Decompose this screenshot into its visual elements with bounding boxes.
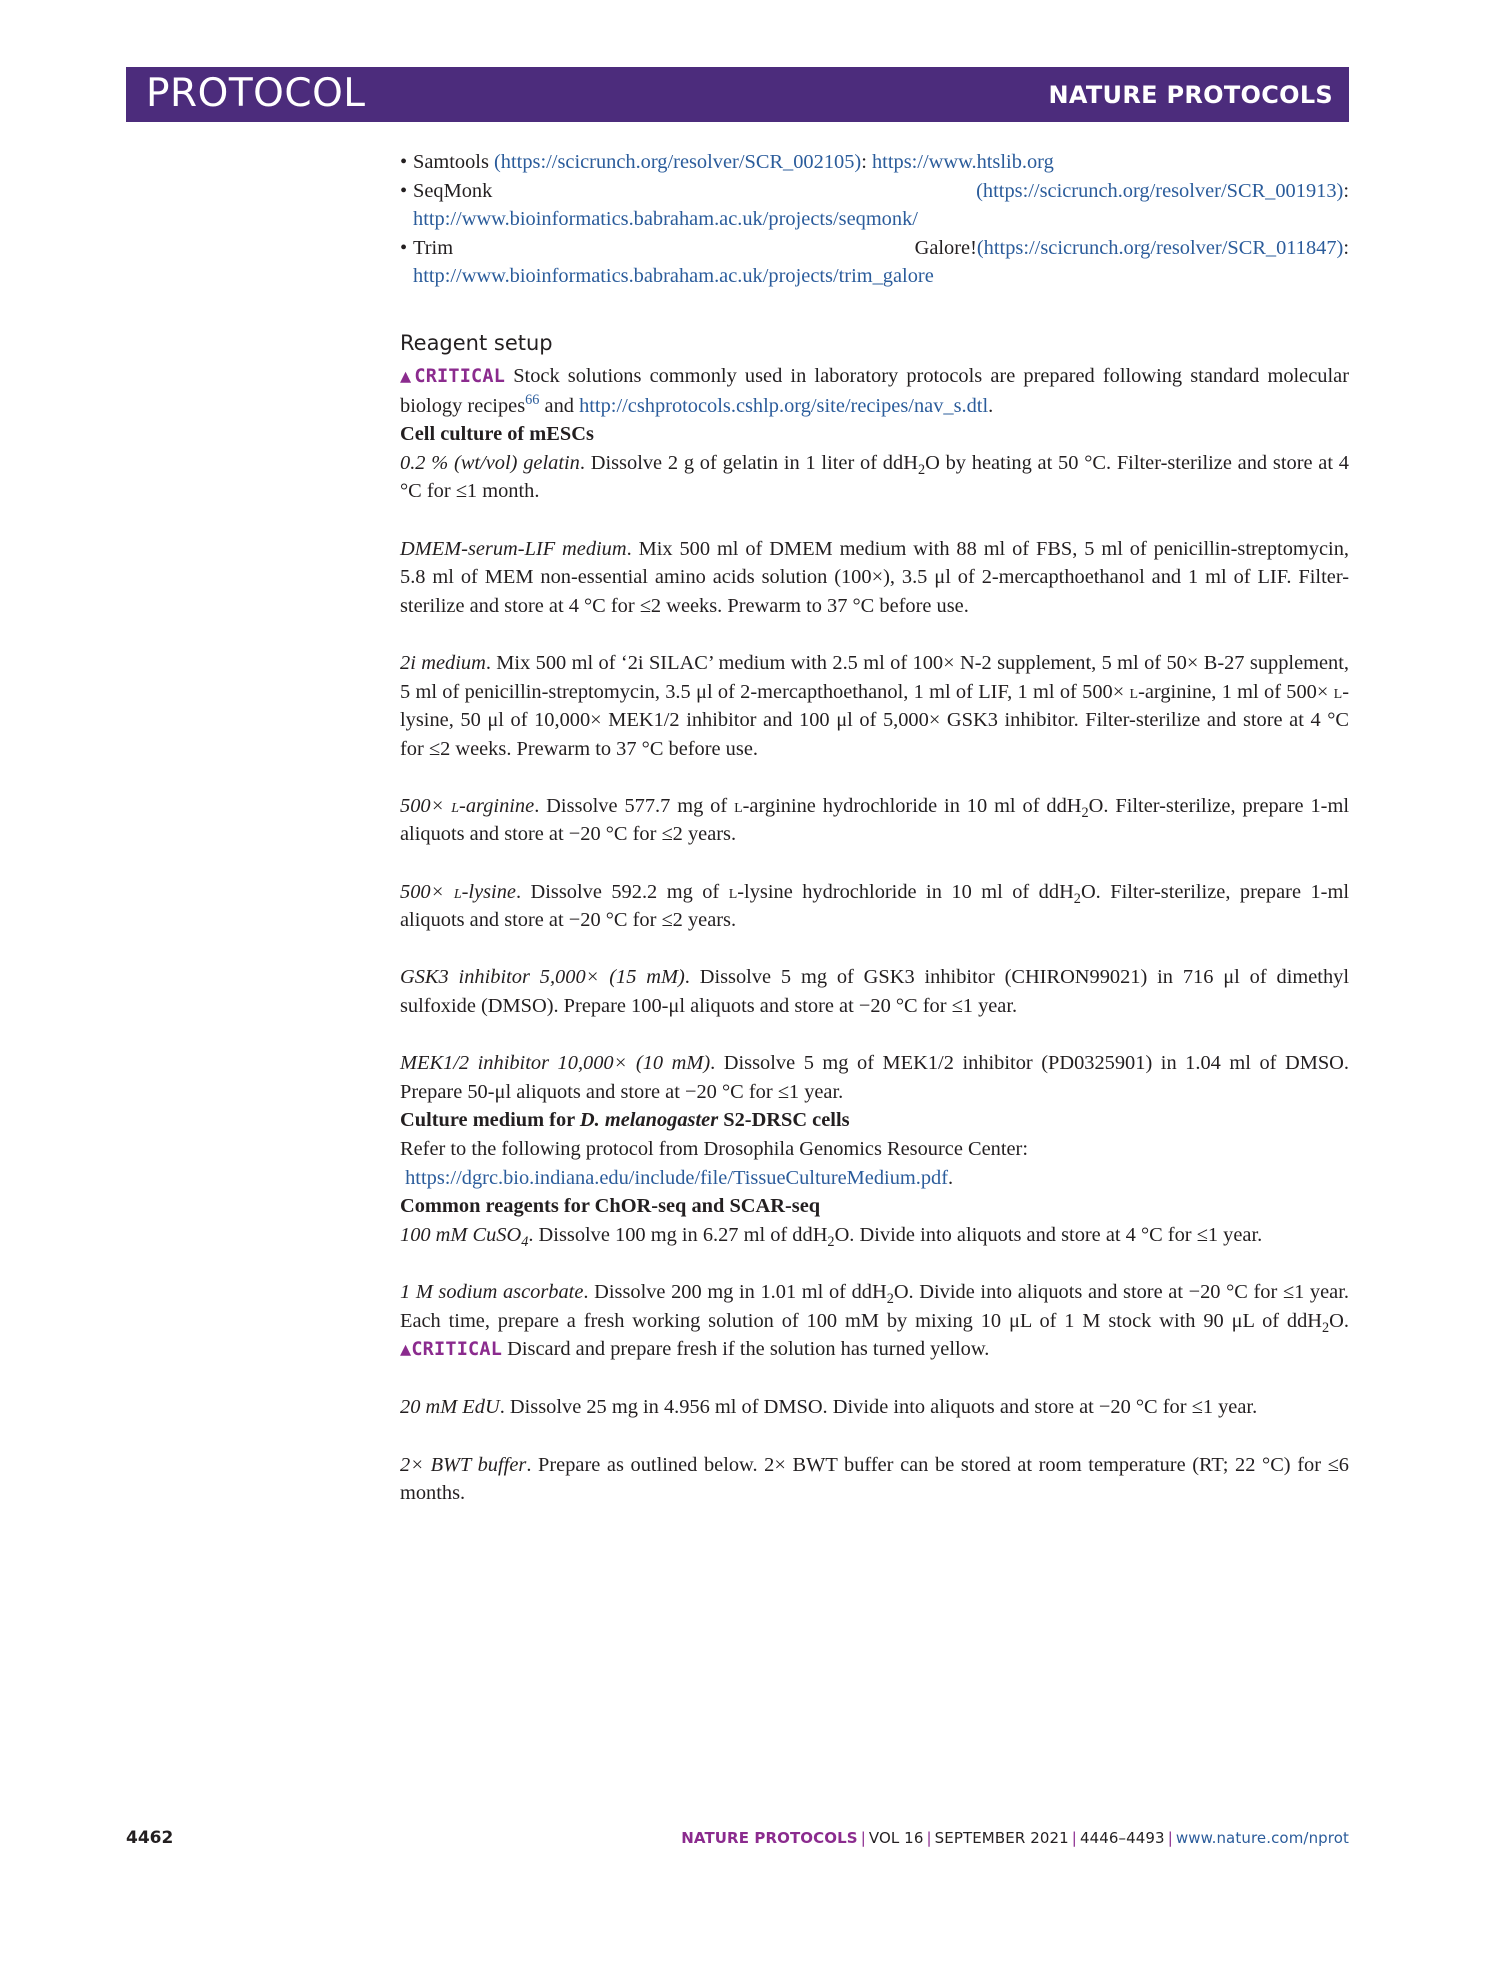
- recipe-text: . Dissolve 592.2 mg of: [515, 880, 729, 903]
- footer-separator: |: [926, 1829, 932, 1847]
- software-name: SeqMonk: [413, 179, 977, 202]
- recipes-link[interactable]: http://cshprotocols.cshlp.org/site/recipes/nav_s.dtl: [579, 394, 989, 417]
- software-name: Samtools: [413, 151, 495, 173]
- recipe-text: . Dissolve 2 g of gelatin in 1 liter of ddH: [579, 451, 918, 474]
- recipe-text: O. Divide into aliquots and store at −20 °C for ≤1 year. Each time, prepare a fresh working solution of 100 mM by mixing 10 μL of 1 M stock with 90 μL of ddH: [400, 1280, 1349, 1332]
- recipe-text: O.: [1329, 1309, 1349, 1332]
- heading-part: S2-DRSC cells: [718, 1109, 850, 1132]
- body-text: Refer to the following protocol from Drosophila Genomics Resource Center:: [400, 1138, 1028, 1160]
- recipe-arginine: [400, 792, 1349, 849]
- software-name: Trim Galore!: [413, 236, 977, 259]
- recipe-text: -arginine hydrochloride in 10 ml of ddH: [742, 794, 1082, 817]
- subscript: 2: [917, 461, 926, 478]
- small-caps: l: [451, 794, 460, 817]
- s2-culture-text: [400, 1135, 1349, 1192]
- footer-pages: 4446–4493: [1079, 1829, 1165, 1847]
- subsection-heading-common-reagents: Common reagents for ChOR-seq and SCAR-seq: [400, 1195, 821, 1218]
- recipe-dmem: [400, 535, 1349, 621]
- recipe-text: O by heating at 50 °C. Filter-sterilize and store at 4 °C for ≤1 month.: [400, 451, 1349, 503]
- bullet-icon: •: [400, 151, 408, 173]
- rrid-link[interactable]: (https://scicrunch.org/resolver/SCR_011847): [976, 236, 1344, 259]
- recipe-text: . Mix 500 ml of DMEM medium with 88 ml of FBS, 5 ml of penicillin-streptomycin, 5.8 ml of MEM non-essential amino acids solution (100×), 3.5 μl of 2-mercapthoethanol and 1 ml of LIF. Filter-sterilize and store at 4 °C for ≤2 weeks. Prewarm to 37 °C before use.: [400, 537, 1349, 617]
- critical-note: [400, 362, 1349, 420]
- subsection-heading-s2-culture: [400, 1106, 1349, 1135]
- conjunction: and: [539, 394, 580, 417]
- heading-part: Culture medium for: [400, 1109, 580, 1132]
- footer-citation: [681, 1829, 1349, 1847]
- recipe-mek: [400, 1049, 1349, 1106]
- recipe-title: [400, 795, 534, 817]
- bullet-icon: •: [400, 179, 408, 202]
- period: .: [948, 1166, 954, 1189]
- recipe-text: . Dissolve 25 mg in 4.956 ml of DMSO. Divide into aliquots and store at −20 °C for ≤1 year.: [499, 1396, 1258, 1419]
- dgrc-protocol-link[interactable]: https://dgrc.bio.indiana.edu/include/file/TissueCultureMedium.pdf: [405, 1166, 949, 1189]
- recipe-sodium-ascorbate: [400, 1278, 1349, 1365]
- section-heading-reagent-setup: Reagent setup: [400, 330, 553, 355]
- recipe-text: -lysine, 50 μl of 10,000× MEK1/2 inhibitor and 100 μl of 5,000× GSK3 inhibitor. Filter-sterilize and store at 4 °C for ≤2 weeks. Prewarm to 37 °C before use.: [400, 680, 1350, 760]
- critical-label: ▲CRITICAL: [400, 1339, 503, 1361]
- small-caps: l: [453, 880, 462, 903]
- title-part: -lysine: [461, 880, 516, 903]
- recipe-title: 20 mM EdU: [400, 1396, 500, 1419]
- subscript: 2: [886, 1291, 894, 1308]
- header-banner: [126, 67, 1349, 122]
- recipe-gsk3: [400, 963, 1349, 1020]
- title-part: -arginine: [459, 794, 535, 817]
- recipe-gelatin: [400, 449, 1349, 506]
- recipe-title: 1 M sodium ascorbate: [400, 1280, 584, 1303]
- main-content: [400, 148, 1349, 1508]
- software-item-trim-galore: [400, 234, 1349, 291]
- recipe-cuso4: [400, 1221, 1349, 1250]
- recipe-text: . Dissolve 100 mg in 6.27 ml of ddH: [528, 1223, 828, 1246]
- subsection-heading-cell-culture: Cell culture of mESCs: [400, 423, 594, 446]
- footer-journal: NATURE PROTOCOLS: [681, 1829, 858, 1847]
- footer-separator: |: [1167, 1829, 1173, 1847]
- footer-separator: |: [860, 1829, 866, 1847]
- period: .: [988, 394, 994, 417]
- small-caps: l: [1129, 680, 1139, 703]
- subscript: 2: [827, 1233, 835, 1250]
- recipe-text: . Mix 500 ml of ‘2i SILAC’ medium with 2.5 ml of 100× N-2 supplement, 5 ml of 50× B-27 supplement, 5 ml of penicillin-streptomycin, 3.5 μl of 2-mercapthoethanol, 1 ml of LIF, 1 ml of 500×: [400, 651, 1349, 703]
- footer-date: SEPTEMBER 2021: [934, 1829, 1069, 1847]
- recipe-title: MEK1/2 inhibitor 10,000× (10 mM): [400, 1052, 711, 1075]
- small-caps: l: [728, 880, 738, 903]
- recipe-title: GSK3 inhibitor 5,000× (15 mM): [400, 966, 685, 989]
- journal-url-link[interactable]: www.nature.com/nprot: [1175, 1829, 1349, 1847]
- software-list: [400, 148, 1349, 291]
- species-name: D. melanogaster: [579, 1109, 719, 1132]
- title-part: 500×: [400, 880, 454, 903]
- separator: :: [1343, 179, 1349, 202]
- software-url-link[interactable]: https://www.htslib.org: [871, 151, 1054, 173]
- recipe-title: [400, 881, 516, 903]
- recipe-text: . Dissolve 200 mg in 1.01 ml of ddH: [583, 1280, 887, 1303]
- subscript: 2: [1081, 804, 1089, 821]
- recipe-text: . Dissolve 577.7 mg of: [534, 794, 735, 817]
- recipe-title: DMEM-serum-LIF medium: [400, 537, 627, 560]
- recipe-bwt-buffer: [400, 1451, 1349, 1508]
- footer-volume: VOL 16: [868, 1829, 924, 1847]
- rrid-link[interactable]: (https://scicrunch.org/resolver/SCR_002105): [494, 151, 862, 173]
- recipe-2i-medium: [400, 649, 1349, 763]
- subscript: 2: [1073, 890, 1081, 907]
- recipe-text: O. Filter-sterilize, prepare 1-ml aliquots and store at −20 °C for ≤2 years.: [400, 794, 1349, 846]
- subscript: 4: [521, 1233, 529, 1250]
- journal-name-label: NATURE PROTOCOLS: [1048, 81, 1333, 109]
- small-caps: l: [1333, 680, 1343, 703]
- reference-number[interactable]: 66: [525, 391, 540, 408]
- recipe-title: 0.2 % (wt/vol) gelatin: [400, 451, 580, 474]
- software-item-samtools: [400, 148, 1349, 177]
- recipe-text: Discard and prepare fresh if the solution has turned yellow.: [502, 1338, 990, 1361]
- recipe-edu: [400, 1393, 1349, 1422]
- footer-separator: |: [1071, 1829, 1077, 1847]
- article-type-label: PROTOCOL: [146, 71, 366, 116]
- separator: :: [1343, 236, 1349, 259]
- recipe-title: 2× BWT buffer: [400, 1453, 527, 1476]
- recipe-text: O. Filter-sterilize, prepare 1-ml aliquots and store at −20 °C for ≤2 years.: [400, 880, 1349, 932]
- recipe-text: -arginine, 1 ml of 500×: [1138, 680, 1334, 703]
- small-caps: l: [734, 794, 743, 817]
- recipe-text: O. Divide into aliquots and store at 4 °C for ≤1 year.: [834, 1223, 1263, 1246]
- recipe-text: -lysine hydrochloride in 10 ml of ddH: [737, 880, 1074, 903]
- software-url-link[interactable]: http://www.bioinformatics.babraham.ac.uk/projects/seqmonk/: [413, 208, 918, 231]
- software-url-link[interactable]: http://www.bioinformatics.babraham.ac.uk/projects/trim_galore: [413, 265, 934, 288]
- critical-text: Stock solutions commonly used in laboratory protocols are prepared following standard molecular biology recipes: [400, 364, 1349, 417]
- recipe-text: . Prepare as outlined below. 2× BWT buffer can be stored at room temperature (RT; 22 °C) for ≤6 months.: [400, 1453, 1349, 1505]
- rrid-link[interactable]: (https://scicrunch.org/resolver/SCR_001913): [976, 179, 1344, 202]
- recipe-title: 2i medium: [400, 651, 486, 674]
- software-item-seqmonk: [400, 177, 1349, 234]
- recipe-text: . Dissolve 5 mg of MEK1/2 inhibitor (PD0325901) in 1.04 ml of DMSO. Prepare 50-μl aliquots and store at −20 °C for ≤1 year.: [400, 1052, 1350, 1103]
- title-part: 100 mM CuSO: [400, 1223, 522, 1246]
- title-part: 500×: [400, 794, 452, 817]
- subscript: 2: [1322, 1319, 1330, 1336]
- recipe-lysine: [400, 878, 1349, 935]
- critical-label: ▲CRITICAL: [400, 365, 506, 387]
- page-number: 4462: [126, 1828, 174, 1848]
- recipe-title: [400, 1223, 529, 1250]
- separator: :: [861, 151, 872, 173]
- recipe-text: . Dissolve 5 mg of GSK3 inhibitor (CHIRON99021) in 716 μl of dimethyl sulfoxide (DMSO). Prepare 100-μl aliquots and store at −20 °C for ≤1 year.: [400, 966, 1350, 1018]
- bullet-icon: •: [400, 236, 408, 259]
